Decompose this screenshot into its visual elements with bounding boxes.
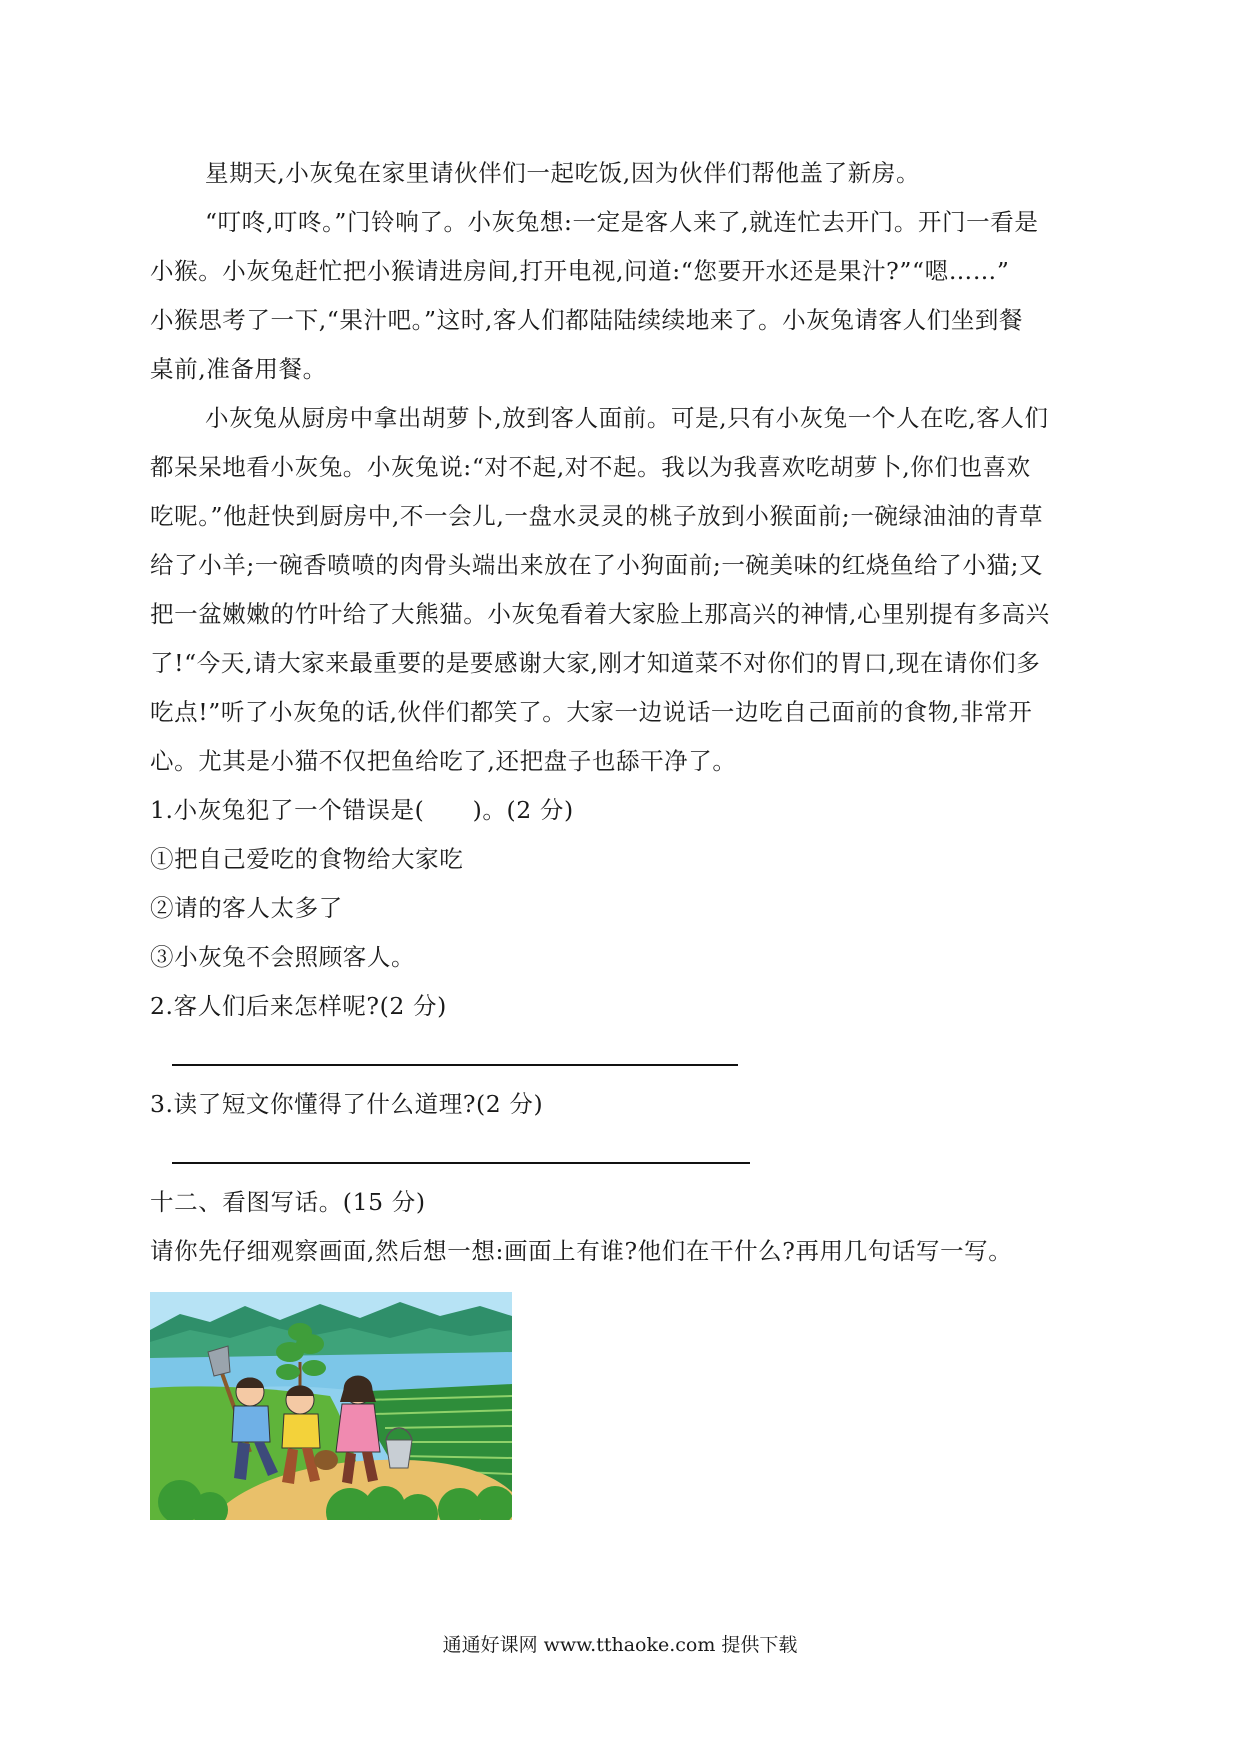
story-paragraph-3-line-7: 吃点!”听了小灰兔的话,伙伴们都笑了。大家一边说话一边吃自己面前的食物,非常开 [150,698,1033,726]
question-1: 1.小灰兔犯了一个错误是( )。(2 分) [150,796,574,824]
story-paragraph-3-line-2: 都呆呆地看小灰兔。小灰兔说:“对不起,对不起。我以为我喜欢吃胡萝卜,你们也喜欢 [150,453,1031,481]
story-paragraph-1: 星期天,小灰兔在家里请伙伴们一起吃饭,因为伙伴们帮他盖了新房。 [205,159,921,187]
story-paragraph-3-line-3: 吃呢。”他赶快到厨房中,不一会儿,一盘水灵灵的桃子放到小猴面前;一碗绿油油的青草 [150,502,1044,530]
story-paragraph-2-line-1: “叮咚,叮咚。”门铃响了。小灰兔想:一定是客人来了,就连忙去开门。开门一看是 [205,208,1039,236]
question-1-option-1: ①把自己爱吃的食物给大家吃 [150,845,464,873]
story-paragraph-3-line-5: 把一盆嫩嫩的竹叶给了大熊猫。小灰兔看着大家脸上那高兴的神情,心里别提有多高兴 [150,600,1050,628]
footer-credit: 通通好课网 www.tthaoke.com 提供下载 [442,1634,798,1656]
question-3-answer-line[interactable] [172,1162,750,1164]
question-3: 3.读了短文你懂得了什么道理?(2 分) [150,1090,544,1118]
tree-planting-illustration [150,1292,512,1520]
story-paragraph-3-line-1: 小灰兔从厨房中拿出胡萝卜,放到客人面前。可是,只有小灰兔一个人在吃,客人们 [205,404,1049,432]
question-2-answer-line[interactable] [172,1064,738,1066]
story-paragraph-2-line-3: 小猴思考了一下,“果汁吧。”这时,客人们都陆陆续续地来了。小灰兔请客人们坐到餐 [150,306,1024,334]
question-2: 2.客人们后来怎样呢?(2 分) [150,992,447,1020]
story-paragraph-2-line-2: 小猴。小灰兔赶忙把小猴请进房间,打开电视,问道:“您要开水还是果汁?”“嗯……” [150,257,1010,285]
section-12-instruction: 请你先仔细观察画面,然后想一想:画面上有谁?他们在干什么?再用几句话写一写。 [150,1237,1013,1265]
story-paragraph-3-line-8: 心。尤其是小猫不仅把鱼给吃了,还把盘子也舔干净了。 [150,747,737,775]
question-1-option-2: ②请的客人太多了 [150,894,343,922]
story-paragraph-2-line-4: 桌前,准备用餐。 [150,355,327,383]
story-paragraph-3-line-6: 了!“今天,请大家来最重要的是要感谢大家,刚才知道菜不对你们的胃口,现在请你们多 [150,649,1041,677]
section-12-title: 十二、看图写话。(15 分) [150,1188,426,1216]
story-paragraph-3-line-4: 给了小羊;一碗香喷喷的肉骨头端出来放在了小狗面前;一碗美味的红烧鱼给了小猫;又 [150,551,1044,579]
question-1-option-3: ③小灰兔不会照顾客人。 [150,943,416,971]
